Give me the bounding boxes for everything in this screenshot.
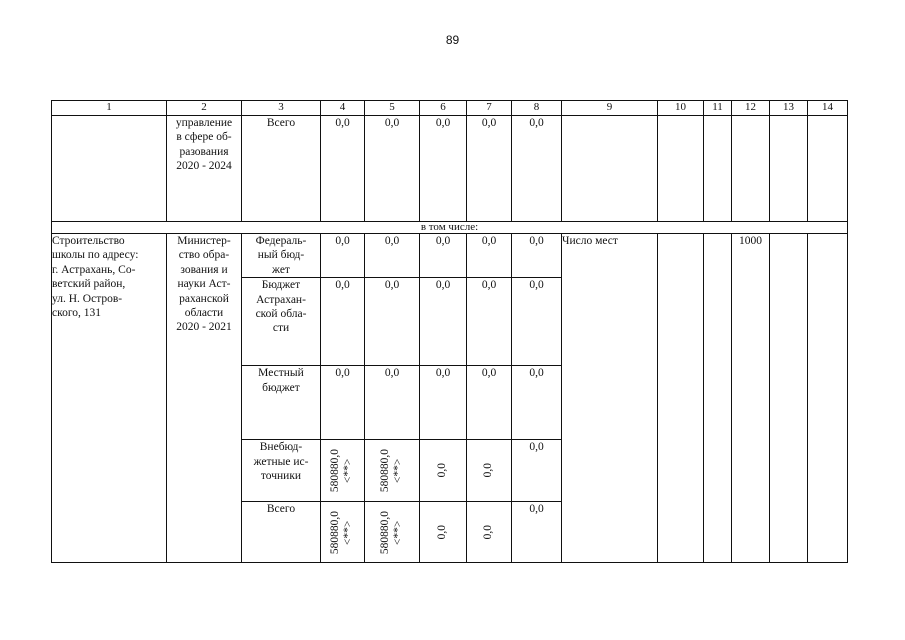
value-cell: 0,0 bbox=[420, 234, 467, 278]
value-cell: 0,0 bbox=[512, 234, 562, 278]
in-total-label: в том числе: bbox=[52, 222, 848, 234]
value-cell bbox=[365, 440, 420, 502]
table-row bbox=[52, 116, 848, 222]
table-cell bbox=[770, 116, 808, 222]
value-cell: 0,0 bbox=[321, 116, 365, 222]
header-cell: 10 bbox=[658, 101, 704, 116]
table-cell bbox=[658, 234, 704, 563]
table-cell bbox=[562, 116, 658, 222]
value-cell: 0,0 bbox=[467, 366, 512, 440]
header-cell: 6 bbox=[420, 101, 467, 116]
table-cell bbox=[770, 234, 808, 563]
budget-table bbox=[51, 100, 848, 563]
vertical-value: 0,0 bbox=[436, 524, 449, 540]
header-cell: 3 bbox=[242, 101, 321, 116]
header-cell: 7 bbox=[467, 101, 512, 116]
vertical-value: 0,0 bbox=[482, 462, 495, 478]
vertical-value: 0,0 bbox=[436, 462, 449, 478]
value-cell: 0,0 bbox=[321, 366, 365, 440]
value-cell bbox=[321, 502, 365, 563]
value-cell bbox=[420, 440, 467, 502]
value-cell bbox=[467, 440, 512, 502]
table-cell bbox=[658, 116, 704, 222]
table-cell bbox=[704, 234, 732, 563]
header-cell: 2 bbox=[167, 101, 242, 116]
subheader-row bbox=[52, 222, 848, 234]
value-cell bbox=[365, 502, 420, 563]
value-cell: 0,0 bbox=[321, 234, 365, 278]
source-cell: Местный бюджет bbox=[242, 366, 321, 440]
header-row bbox=[52, 101, 848, 116]
header-cell: 13 bbox=[770, 101, 808, 116]
header-cell: 5 bbox=[365, 101, 420, 116]
value-cell: 0,0 bbox=[420, 278, 467, 366]
header-cell: 9 bbox=[562, 101, 658, 116]
header-cell: 8 bbox=[512, 101, 562, 116]
value-cell: 0,0 bbox=[512, 116, 562, 222]
value-cell bbox=[420, 502, 467, 563]
source-cell: Всего bbox=[242, 502, 321, 563]
header-cell: 1 bbox=[52, 101, 167, 116]
table-row bbox=[52, 234, 848, 278]
responsible-cell: Министер- ство обра- зования и науки Аст- раханской области 2020 - 2021 bbox=[167, 234, 242, 563]
value-cell: 0,0 bbox=[365, 116, 420, 222]
table-cell bbox=[52, 116, 167, 222]
header-cell: 14 bbox=[808, 101, 848, 116]
object-name-cell: Строительство школы по адресу: г. Астрахань, Со- ветский район, ул. Н. Остров- ского, 131 bbox=[52, 234, 167, 563]
page-number: 89 bbox=[445, 33, 460, 47]
header-cell: 11 bbox=[704, 101, 732, 116]
value-cell: 0,0 bbox=[512, 278, 562, 366]
value-cell: 0,0 bbox=[365, 366, 420, 440]
value-cell: 0,0 bbox=[512, 502, 562, 563]
table-cell bbox=[808, 116, 848, 222]
table-cell bbox=[704, 116, 732, 222]
vertical-value: 0,0 bbox=[482, 524, 495, 540]
indicator-cell: Число мест bbox=[562, 234, 658, 563]
value-cell: 0,0 bbox=[467, 234, 512, 278]
value-cell: 0,0 bbox=[420, 366, 467, 440]
source-cell: Всего bbox=[242, 116, 321, 222]
value-cell bbox=[321, 440, 365, 502]
source-cell: Внебюд- жетные ис- точники bbox=[242, 440, 321, 502]
source-cell: Бюджет Астрахан- ской обла- сти bbox=[242, 278, 321, 366]
responsible-cell: управление в сфере об- разования 2020 - 2024 bbox=[167, 116, 242, 222]
vertical-value: 580880,0 <**> bbox=[329, 448, 355, 492]
value-cell: 0,0 bbox=[420, 116, 467, 222]
table-cell bbox=[732, 116, 770, 222]
value-cell: 0,0 bbox=[365, 278, 420, 366]
vertical-value: 580880,0 <**> bbox=[378, 448, 404, 492]
value-cell: 0,0 bbox=[512, 366, 562, 440]
table-cell bbox=[808, 234, 848, 563]
target-value-cell: 1000 bbox=[732, 234, 770, 563]
value-cell: 0,0 bbox=[321, 278, 365, 366]
header-cell: 4 bbox=[321, 101, 365, 116]
value-cell: 0,0 bbox=[467, 278, 512, 366]
source-cell: Федераль- ный бюд- жет bbox=[242, 234, 321, 278]
header-cell: 12 bbox=[732, 101, 770, 116]
value-cell: 0,0 bbox=[365, 234, 420, 278]
value-cell: 0,0 bbox=[512, 440, 562, 502]
vertical-value: 580880,0 <**> bbox=[378, 510, 404, 554]
value-cell: 0,0 bbox=[467, 116, 512, 222]
vertical-value: 580880,0 <**> bbox=[329, 510, 355, 554]
value-cell bbox=[467, 502, 512, 563]
